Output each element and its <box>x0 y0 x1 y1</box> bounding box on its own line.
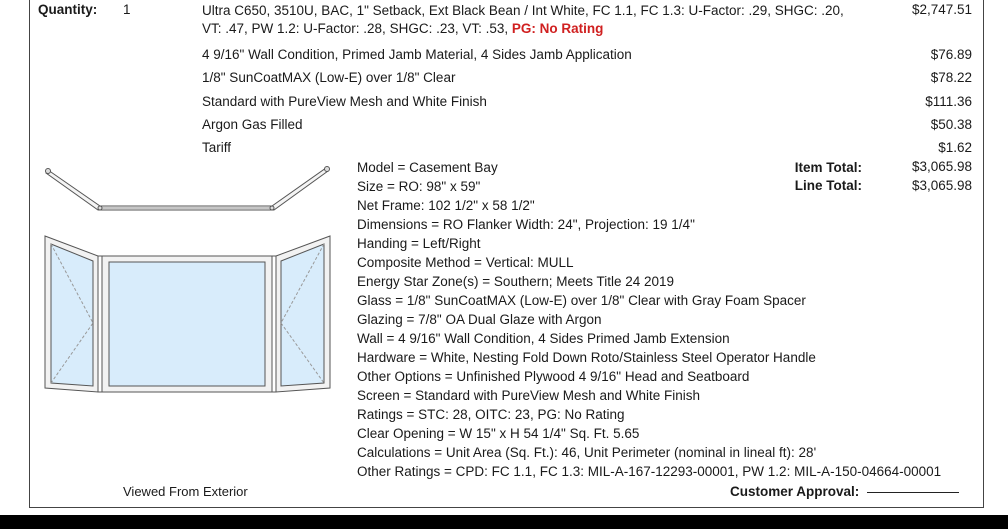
bay-window-drawing <box>40 158 340 398</box>
spec-line: Composite Method = Vertical: MULL <box>357 255 574 270</box>
spec-line: Energy Star Zone(s) = Southern; Meets Title 24 2019 <box>357 274 675 289</box>
quantity-value: 1 <box>123 2 131 17</box>
option-price: $78.22 <box>930 70 972 85</box>
item-total-value: $3,065.98 <box>911 159 972 174</box>
pg-rating: PG: No Rating <box>511 21 604 36</box>
spec-line: Screen = Standard with PureView Mesh and White Finish <box>357 388 701 403</box>
spec-line: Other Options = Unfinished Plywood 4 9/16" Head and Seatboard <box>357 369 750 384</box>
spec-line: Size = RO: 98" x 59" <box>357 179 481 194</box>
viewed-from-label: Viewed From Exterior <box>123 484 248 499</box>
option-label: Argon Gas Filled <box>202 117 303 132</box>
product-description-line1: Ultra C650, 3510U, BAC, 1" Setback, Ext Black Bean / Int White, FC 1.1, FC 1.3: U-Factor: .29, SHGC: .20, <box>202 3 844 18</box>
option-price: $76.89 <box>930 47 972 62</box>
spec-line: Hardware = White, Nesting Fold Down Roto/Stainless Steel Operator Handle <box>357 350 816 365</box>
item-total-label: Item Total: <box>794 160 862 175</box>
spec-line: Other Ratings = CPD: FC 1.1, FC 1.3: MIL-A-167-12293-00001, PW 1.2: MIL-A-150-04664-00001 <box>357 464 942 479</box>
spec-line: Dimensions = RO Flanker Width: 24", Projection: 19 1/4" <box>357 217 695 232</box>
option-label: Standard with PureView Mesh and White Finish <box>202 94 487 109</box>
spec-line: Net Frame: 102 1/2" x 58 1/2" <box>357 198 535 213</box>
elevation-view <box>45 236 330 392</box>
product-description <box>202 2 844 38</box>
spec-line: Handing = Left/Right <box>357 236 481 251</box>
spec-line: Ratings = STC: 28, OITC: 23, PG: No Rating <box>357 407 625 422</box>
option-label: 4 9/16" Wall Condition, Primed Jamb Material, 4 Sides Jamb Application <box>202 47 632 62</box>
customer-approval-label: Customer Approval: <box>730 484 860 499</box>
spec-line: Clear Opening = W 15" x H 54 1/4" Sq. Ft. 5.65 <box>357 426 640 441</box>
spec-line: Glazing = 7/8" OA Dual Glaze with Argon <box>357 312 602 327</box>
option-price: $1.62 <box>938 140 972 155</box>
spec-line: Calculations = Unit Area (Sq. Ft.): 46, Unit Perimeter (nominal in lineal ft): 28' <box>357 445 817 460</box>
spec-line: Model = Casement Bay <box>357 160 498 175</box>
spec-list <box>357 158 941 481</box>
customer-approval <box>730 484 959 499</box>
product-ratings: VT: .47, PW 1.2: U-Factor: .28, SHGC: .23, VT: .53, <box>202 21 512 36</box>
option-price: $50.38 <box>930 117 972 132</box>
option-price: $111.36 <box>925 94 972 109</box>
line-total-label: Line Total: <box>794 178 862 193</box>
option-label: Tariff <box>202 140 232 155</box>
spec-line: Wall = 4 9/16" Wall Condition, 4 Sides Primed Jamb Extension <box>357 331 730 346</box>
option-label: 1/8" SunCoatMAX (Low-E) over 1/8" Clear <box>202 70 456 85</box>
product-description-line2 <box>202 20 844 38</box>
signature-line <box>867 492 959 493</box>
quantity-label: Quantity: <box>38 2 98 17</box>
base-price: $2,747.51 <box>911 2 972 17</box>
spec-line: Glass = 1/8" SunCoatMAX (Low-E) over 1/8" Clear with Gray Foam Spacer <box>357 293 806 308</box>
line-total-value: $3,065.98 <box>911 178 972 193</box>
plan-view <box>46 167 330 211</box>
